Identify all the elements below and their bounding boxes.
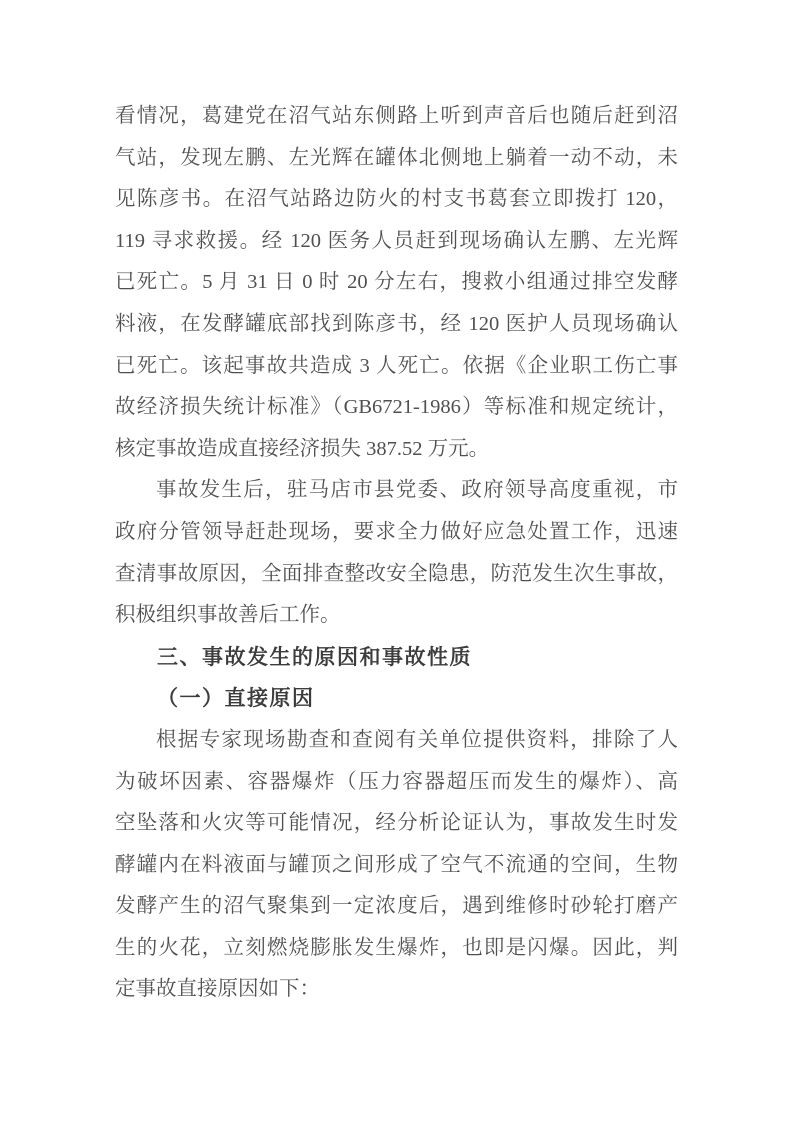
text-line: 生的火花，立刻燃烧膨胀发生爆炸，也即是闪爆。因此，判 <box>115 936 678 959</box>
section-heading: 三、事故发生的原因和事故性质 <box>157 645 472 669</box>
text-line: 料液，在发酵罐底部找到陈彦书，经 120 医护人员现场确认 <box>115 312 678 335</box>
text-line: 见陈彦书。在沼气站路边防火的村支书葛套立即拨打 120， <box>115 188 678 211</box>
text-line: 为破坏因素、容器爆炸（压力容器超压而发生的爆炸）、高 <box>115 770 678 793</box>
text-line: 空坠落和火灾等可能情况，经分析论证认为，事故发生时发 <box>115 812 678 835</box>
text-line: 酵罐内在料液面与罐顶之间形成了空气不流通的空间，生物 <box>115 853 678 876</box>
text-line: 积极组织事故善后工作。 <box>115 604 341 627</box>
text-line: 查清事故原因，全面排查整改安全隐患，防范发生次生事故， <box>115 562 678 585</box>
text-line: 根据专家现场勘查和查阅有关单位提供资料，排除了人 <box>156 728 678 751</box>
text-line: 核定事故造成直接经济损失 387.52 万元。 <box>115 437 490 460</box>
text-line: 已死亡。该起事故共造成 3 人死亡。依据《企业职工伤亡事 <box>115 354 678 377</box>
text-line: 事故发生后，驻马店市县党委、政府领导高度重视，市 <box>156 479 678 502</box>
text-line: 发酵产生的沼气聚集到一定浓度后，遇到维修时砂轮打磨产 <box>115 895 678 918</box>
text-line: 定事故直接原因如下： <box>115 978 320 1001</box>
text-line: 看情况，葛建党在沼气站东侧路上听到声音后也随后赶到沼 <box>115 105 678 127</box>
document-body <box>115 96 678 1011</box>
subsection-heading: （一）直接原因 <box>157 686 315 711</box>
text-line: 气站，发现左鹏、左光辉在罐体北侧地上躺着一动不动，未 <box>115 146 678 169</box>
text-line: 故经济损失统计标准》（GB6721-1986）等标准和规定统计， <box>115 396 678 419</box>
text-line: 119 寻求救援。经 120 医务人员赶到现场确认左鹏、左光辉 <box>115 229 678 252</box>
text-line: 政府分管领导赶赴现场，要求全力做好应急处置工作，迅速 <box>115 520 678 543</box>
text-line: 已死亡。5 月 31 日 0 时 20 分左右，搜救小组通过排空发酵 <box>115 271 678 294</box>
